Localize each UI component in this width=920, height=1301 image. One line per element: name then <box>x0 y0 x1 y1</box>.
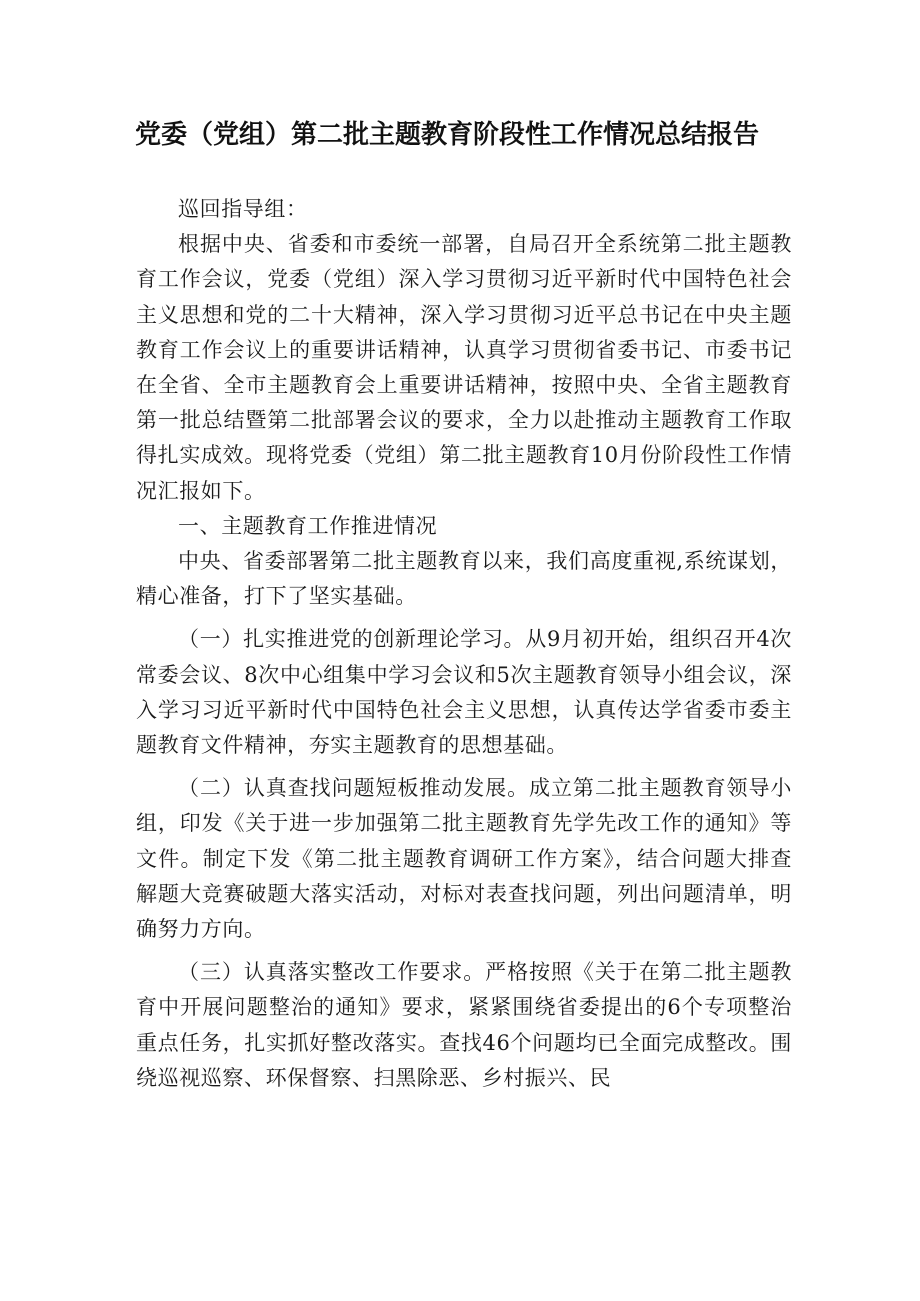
paragraph-intro: 根据中央、省委和市委统一部署，自局召开全系统第二批主题教育工作会议，党委（党组）深入学习贯彻习近平新时代中国特色社会主义思想和党的二十大精神，深入学习贯彻习近平总书记在中央主题教育工作会议上的重要讲话精神，认真学习贯彻省委书记、市委书记在全省、全市主题教育会上重要讲话精神，按照中央、全省主题教育第一批总结暨第二批部署会议的要求，全力以赴推动主题教育工作取得扎实成效。现将党委（党组）第二批主题教育10月份阶段性工作情况汇报如下。 <box>136 232 792 503</box>
document-title: 党委（党组）第二批主题教育阶段性工作情况总结报告 <box>135 120 760 150</box>
section-heading: 一、主题教育工作推进情况 <box>178 513 438 538</box>
paragraph-item-3: （三）认真落实整改工作要求。严格按照《关于在第二批主题教育中开展问题整治的通知》要求，紧紧围绕省委提出的6个专项整治重点任务，扎实抓好整改落实。查找46个问题均已全面完成整改。围绕巡视巡察、环保督察、扫黑除恶、乡村振兴、民 <box>136 960 792 1090</box>
paragraph-item-2: （二）认真查找问题短板推动发展。成立第二批主题教育领导小组，印发《关于进一步加强第二批主题教育先学先改工作的通知》等文件。制定下发《第二批主题教育调研工作方案》，结合问题大排查解题大竞赛破题大落实活动，对标对表查找问题，列出问题清单，明确努力方向。 <box>136 776 792 942</box>
document-body <box>136 192 792 1096</box>
salutation: 巡回指导组： <box>178 197 308 221</box>
paragraph-overview: 中央、省委部署第二批主题教育以来，我们高度重视,系统谋划，精心准备，打下了坚实基础。 <box>136 549 792 609</box>
paragraph-item-1: （一）扎实推进党的创新理论学习。从9月初开始，组织召开4次常委会议、8次中心组集中学习会议和5次主题教育领导小组会议，深入学习习近平新时代中国特色社会主义思想，认真传达学省委市委主题教育文件精神，夯实主题教育的思想基础。 <box>136 627 792 758</box>
